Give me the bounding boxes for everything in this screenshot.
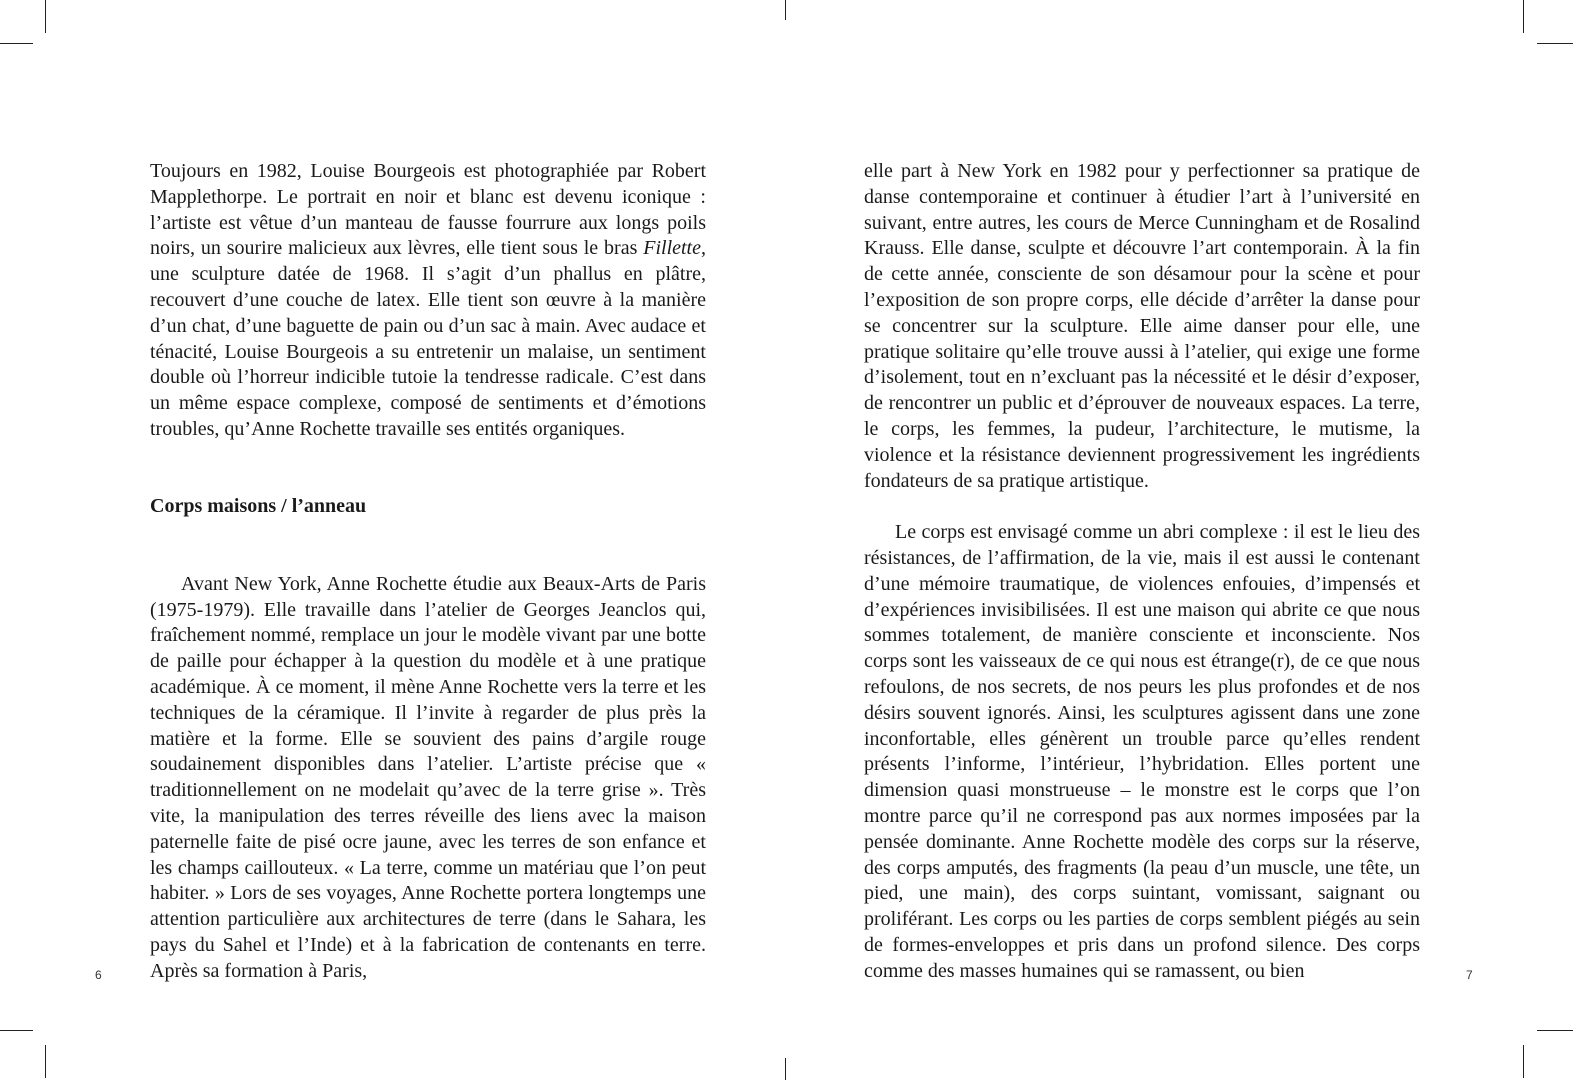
crop-mark-top-right-v [1523,0,1524,33]
left-paragraph-1-text-b: , une sculpture datée de 1968. Il s’agit d’un phallus en plâtre, recouvert d’une couche de latex. Elle tient son œuvre à la manière d’un chat, d’une baguette de pain ou d’un sac à main. Avec audace et ténacité, Louise Bourgeois a su entretenir un malaise, un sentiment double où l’horreur indicible tutoie la tendresse radicale. C’est dans un même espace complexe, composé de sentiments et d’émotions troubles, qu’Anne Rochette travaille ses entités organiques. [150,237,706,440]
crop-mark-bottom-center-v [785,1058,786,1080]
crop-mark-bottom-left-v [45,1045,46,1078]
right-paragraph-1: elle part à New York en 1982 pour y perfectionner sa pratique de danse contemporaine et continuer à étudier l’art à l’université en suivant, entre autres, les cours de Merce Cunningham et de Rosalind Krauss. Elle danse, sculpte et découvre l’art contemporain. À la fin de cette année, consciente de son désamour pour la scène et pour l’exposition de son propre corps, elle décide d’arrêter la danse pour se concentrer sur la sculpture. Elle aime danser pour elle, une pratique solitaire qu’elle trouve aussi à l’atelier, qui exige une forme d’isolement, tout en n’excluant pas la nécessité et le désir d’exposer, de rencontrer un public et d’éprouver de nouveaux espaces. La terre, le corps, les femmes, la pudeur, l’architecture, le mutisme, la violence et la résistance deviennent progressivement les ingrédients fondateurs de sa pratique artistique. [864,160,1420,492]
crop-mark-top-left-v [45,0,46,33]
left-paragraph-2: Avant New York, Anne Rochette étudie aux Beaux-Arts de Paris (1975-1979). Elle travaille dans l’atelier de Georges Jeanclos qui, fraîchement nommé, remplace un jour le modèle vivant par une botte de paille pour échapper à la question du modèle et à une pratique académique. À ce moment, il mène Anne Rochette vers la terre et les techniques de la céramique. Il l’invite à regarder de plus près la matière et la forme. Elle se souvient des pains d’argile rouge soudainement disponibles dans l’atelier. L’artiste précise que « traditionnellement on ne modelait qu’avec de la terre grise ». Très vite, la manipulation des terres réveille des liens avec la maison paternelle faite de pisé ocre jaune, avec les terres de son enfance et les champs caillouteux. « La terre, comme un matériau que l’on peut habiter. » Lors de ses voyages, Anne Rochette portera longtemps une attention particulière aux architectures de terre (dans le Sahara, les pays du Sahel et l’Inde) et à la fabrication de contenants en terre. Après sa formation à Paris, [150,572,706,982]
crop-mark-top-right-h [1537,43,1573,44]
artwork-title-fillette: Fillette [643,237,701,260]
section-heading: Corps maisons / l’anneau [150,495,367,518]
left-paragraph-1 [150,159,706,443]
crop-mark-top-center-v [785,0,786,20]
crop-mark-bottom-left-h [0,1030,33,1031]
left-paragraph-1-text-a: Toujours en 1982, Louise Bourgeois est photographiée par Robert Mapplethorpe. Le portrait en noir et blanc est devenu iconique : l’artiste est vêtue d’un manteau de fausse fourrure aux longs poils noirs, un sourire malicieux aux lèvres, elle tient sous le bras [150,160,706,260]
left-page-column [150,159,706,985]
page-number-right: 7 [1466,968,1473,982]
crop-mark-top-left-h [0,43,33,44]
page-number-left: 6 [95,968,102,982]
right-page-column [864,159,1420,985]
crop-mark-bottom-right-v [1523,1045,1524,1078]
crop-mark-bottom-right-h [1537,1030,1573,1031]
right-paragraph-2: Le corps est envisagé comme un abri complexe : il est le lieu des résistances, de l’affirmation, de la vie, mais il est aussi le contenant d’une mémoire traumatique, de violences enfouies, d’impensés et d’expériences invisibilisées. Il est une maison qui abrite ce que nous sommes totalement, de manière consciente et inconsciente. Nos corps sont les vaisseaux de ce qui nous est étrange(r), de ce que nous refoulons, de nos secrets, de nos peurs les plus profondes et de nos désirs souvent ignorés. Ainsi, les sculptures agissent dans une zone inconfortable, elles génèrent un trouble parce qu’elles rendent présents l’informe, l’intérieur, l’hybridation. Elles portent une dimension quasi monstrueuse – le monstre est le corps que l’on montre parce qu’il ne correspond pas aux normes imposées par la pensée dominante. Anne Rochette modèle des corps sur la réserve, des corps amputés, des fragments (la peau d’un muscle, une tête, un pied, une main), des corps suintant, vomissant, saignant ou proliférant. Les corps ou les parties de corps semblent piégés au sein de formes-enveloppes et pris dans un profond silence. Des corps comme des masses humaines qui se ramassent, ou bien [864,521,1420,982]
